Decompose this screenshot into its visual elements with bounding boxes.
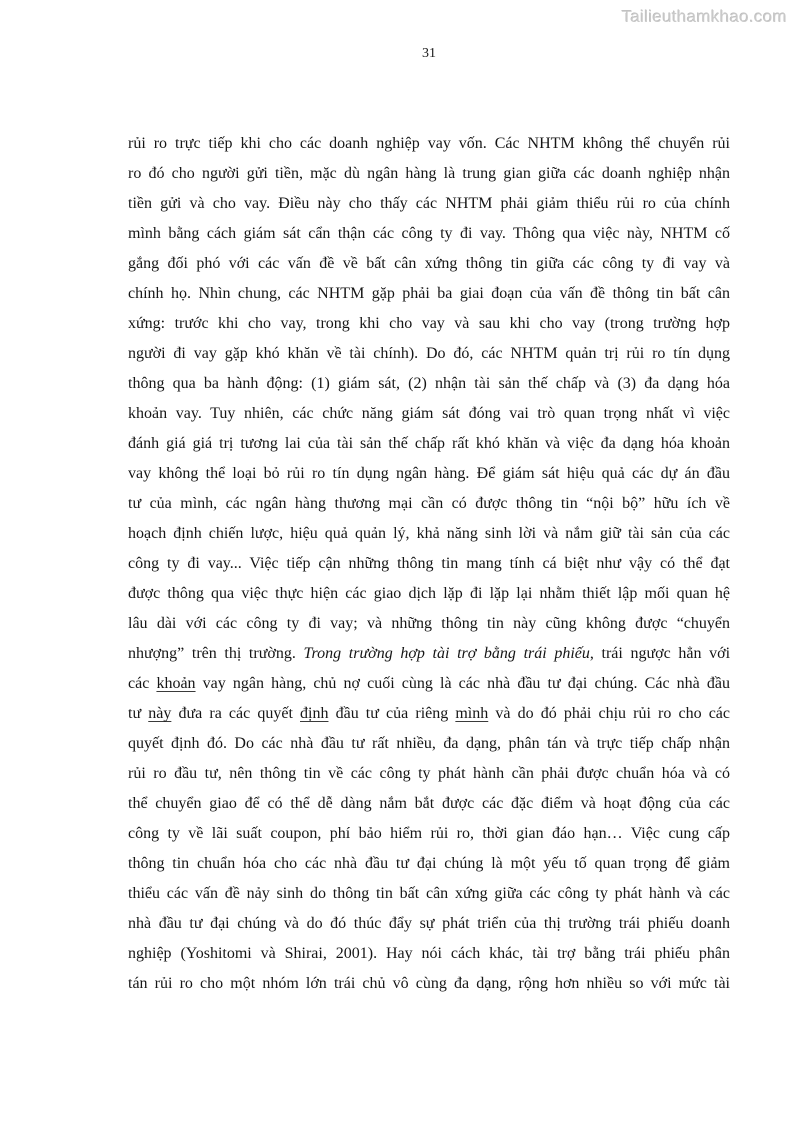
text-line: được thông qua việc thực hiện các giao dịch lặp đi lặp lại nhằm thiết lập mối quan hệ	[128, 585, 730, 602]
text-line: các khoản vay ngân hàng, chủ nợ cuối cùng là các nhà đầu tư đại chúng. Các nhà đầu	[128, 675, 730, 692]
text-line: nhà đầu tư đại chúng và do đó thúc đẩy sự phát triển của thị trường trái phiếu doanh	[128, 915, 730, 932]
text-line: công ty về lãi suất coupon, phí bảo hiểm rủi ro, thời gian đáo hạn… Việc cung cấp	[128, 825, 730, 842]
text-line: rủi ro đầu tư, nên thông tin về các công ty phát hành cần phải được chuẩn hóa và có	[128, 765, 730, 782]
text-line: người đi vay gặp khó khăn về tài chính). Do đó, các NHTM quản trị rủi ro tín dụng	[128, 345, 730, 362]
text-line: đánh giá giá trị tương lai của tài sản thế chấp rất khó khăn và việc đa dạng hóa khoản	[128, 435, 730, 452]
text-line: ro đó cho người gửi tiền, mặc dù ngân hàng là trung gian giữa các doanh nghiệp nhận	[128, 165, 730, 182]
text-line: thông qua ba hành động: (1) giám sát, (2) nhận tài sản thế chấp và (3) đa dạng hóa	[128, 375, 730, 392]
text-line: gắng đối phó với các vấn đề về bất cân xứng thông tin giữa các công ty đi vay và	[128, 255, 730, 272]
text-line: quyết định đó. Do các nhà đầu tư rất nhiều, đa dạng, phân tán và trực tiếp chấp nhận	[128, 735, 730, 752]
watermark: Tailieuthamkhao.com	[621, 7, 787, 26]
text-line: nghiệp (Yoshitomi và Shirai, 2001). Hay nói cách khác, tài trợ bằng trái phiếu phân	[128, 945, 730, 962]
text-line: nhượng” trên thị trường. Trong trường hợp tài trợ bằng trái phiếu, trái ngược hẳn với	[128, 645, 730, 662]
text-line: thông tin chuẩn hóa cho các nhà đầu tư đại chúng là một yếu tố quan trọng để giảm	[128, 855, 730, 872]
text-line: vay không thể loại bỏ rủi ro tín dụng ngân hàng. Để giám sát hiệu quả các dự án đầu	[128, 465, 730, 482]
text-line: công ty đi vay... Việc tiếp cận những thông tin mang tính cá biệt như vậy có thể đạt	[128, 555, 730, 572]
text-line: thiểu các vấn đề nảy sinh do thông tin bất cân xứng giữa các công ty phát hành và các	[128, 885, 730, 902]
text-line: tán rủi ro cho một nhóm lớn trái chủ vô cùng đa dạng, rộng hơn nhiều so với mức tài	[128, 975, 730, 992]
text-line: xứng: trước khi cho vay, trong khi cho vay và sau khi cho vay (trong trường hợp	[128, 315, 730, 332]
text-line: chính họ. Nhìn chung, các NHTM gặp phải ba giai đoạn của vấn đề thông tin bất cân	[128, 285, 730, 302]
text-line: hoạch định chiến lược, hiệu quả quản lý, khả năng sinh lời và nắm giữ tài sản của các	[128, 525, 730, 542]
text-line: mình bằng cách giám sát cẩn thận các công ty đi vay. Thông qua việc này, NHTM cố	[128, 225, 730, 242]
body-text	[128, 129, 730, 999]
text-line: rủi ro trực tiếp khi cho các doanh nghiệp vay vốn. Các NHTM không thể chuyển rủi	[128, 135, 730, 152]
text-line: tiền gửi và cho vay. Điều này cho thấy các NHTM phải giảm thiểu rủi ro của chính	[128, 195, 730, 212]
text-line: khoản vay. Tuy nhiên, các chức năng giám sát đóng vai trò quan trọng nhất vì việc	[128, 405, 730, 422]
text-line: tư này đưa ra các quyết định đầu tư của riêng mình và do đó phải chịu rủi ro cho các	[128, 705, 730, 722]
page-number: 31	[422, 46, 436, 61]
text-line: tư của mình, các ngân hàng thương mại cần có được thông tin “nội bộ” hữu ích về	[128, 495, 730, 512]
text-line: thể chuyển giao để có thể dễ dàng nắm bắt được các đặc điểm và hoạt động của các	[128, 795, 730, 812]
text-line: lâu dài với các công ty đi vay; và những thông tin này cũng không được “chuyển	[128, 615, 730, 632]
